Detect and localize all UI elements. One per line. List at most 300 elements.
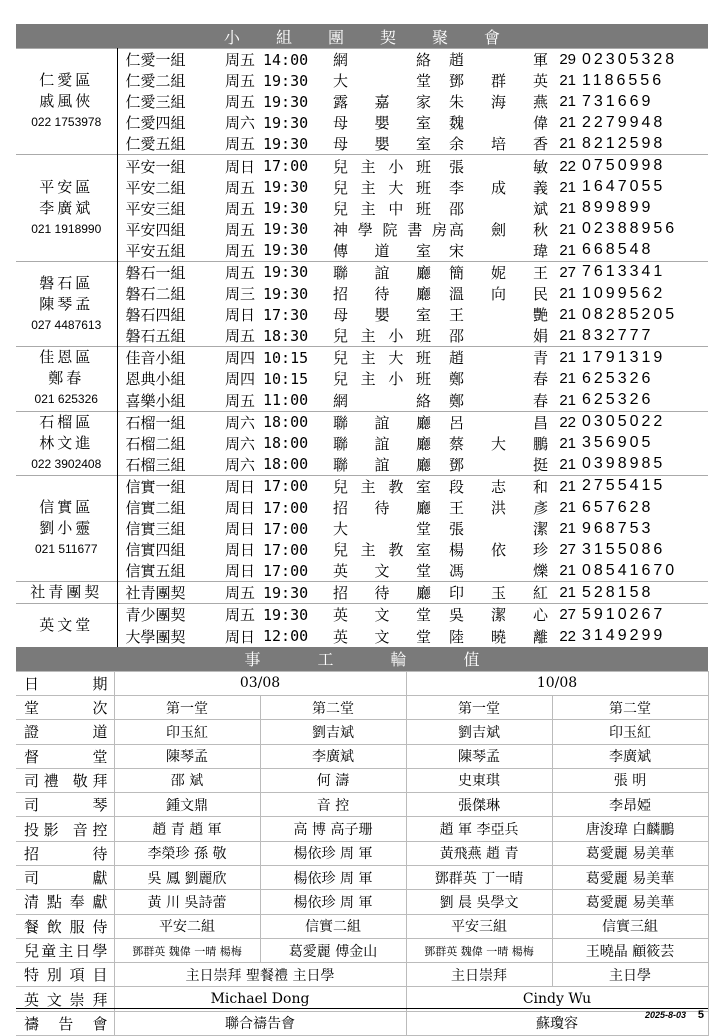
area-code-text: 27 <box>559 606 576 624</box>
group-name-text: 信實一組 <box>125 477 186 496</box>
roster-cell: 楊依珍 周 軍 <box>260 890 406 914</box>
meeting-day <box>217 411 263 433</box>
group-leader-text: 邵娟 <box>449 327 548 346</box>
meeting-time-text: 18:00 <box>263 434 309 453</box>
meeting-place <box>333 283 449 304</box>
meeting-day <box>217 582 263 604</box>
meeting-day <box>217 261 263 283</box>
meeting-place <box>333 304 449 325</box>
meeting-day-text: 周五 <box>224 391 255 410</box>
area-code <box>554 177 582 198</box>
roster-cell: 平安三組 <box>406 914 552 938</box>
meeting-place <box>333 219 449 240</box>
table-row <box>16 91 708 112</box>
group-leader <box>449 219 554 240</box>
area-code-text: 21 <box>559 349 576 367</box>
area-code <box>554 390 582 412</box>
meeting-day-text: 周五 <box>224 135 255 154</box>
contact-phone-text: 5910267 <box>582 605 666 623</box>
meeting-day-text: 周五 <box>224 93 255 112</box>
meeting-place-text: 母嬰室 <box>333 114 431 133</box>
group-leader <box>449 198 554 219</box>
roster-cell: 李廣斌 <box>260 744 406 768</box>
area-phone: 021 1918990 <box>31 221 102 236</box>
contact-phone <box>582 177 708 198</box>
meeting-time <box>263 604 333 626</box>
contact-phone <box>582 304 708 325</box>
area-name: 磐石區 <box>39 273 94 292</box>
contact-phone-text: 2279948 <box>582 113 666 131</box>
group-name-text: 恩典小組 <box>125 370 186 389</box>
contact-phone-text: 1647055 <box>582 178 666 196</box>
meeting-time <box>263 133 333 155</box>
meeting-day <box>217 497 263 518</box>
table-row <box>16 198 708 219</box>
group-leader <box>449 91 554 112</box>
area-phone: 021 511677 <box>34 542 98 557</box>
group-leader <box>449 433 554 454</box>
group-name-text: 平安四組 <box>125 220 186 239</box>
meeting-time-text: 19:30 <box>263 199 309 218</box>
group-name <box>117 70 217 91</box>
group-leader-text: 鄧群英 <box>449 72 548 91</box>
roster-header <box>16 647 708 671</box>
contact-phone-text: 1099562 <box>582 284 666 302</box>
footer <box>16 1008 708 1021</box>
roster-label: 禱告會 <box>16 1011 114 1035</box>
roster-title-char: 值 <box>463 650 480 670</box>
area-code-text: 29 <box>559 51 576 69</box>
meeting-time-text: 19:30 <box>263 263 309 282</box>
area-code <box>554 475 582 497</box>
area-cell <box>16 347 117 411</box>
table-row <box>16 454 708 476</box>
area-code-text: 27 <box>559 541 576 559</box>
meeting-time <box>263 177 333 198</box>
area-code-text: 21 <box>559 306 576 324</box>
meeting-place-text: 兒主小班 <box>333 370 431 389</box>
table-row <box>16 347 708 369</box>
meeting-day-text: 周五 <box>224 241 255 260</box>
roster-cell: 高 博 高子珊 <box>260 817 406 841</box>
meeting-day-text: 周五 <box>224 72 255 91</box>
area-name: 英文堂 <box>39 616 94 635</box>
meeting-time <box>263 497 333 518</box>
meeting-time <box>263 70 333 91</box>
meeting-time-text: 19:30 <box>263 134 309 153</box>
area-cell <box>16 604 117 647</box>
roster-row <box>16 720 708 744</box>
area-phone: 022 3902408 <box>31 456 102 471</box>
group-name-text: 仁愛二組 <box>125 72 186 91</box>
meeting-place-text: 招待廳 <box>333 584 431 603</box>
area-name: 仁愛區 <box>39 71 94 90</box>
contact-phone-text: 528158 <box>582 583 654 601</box>
area-name: 信實區 <box>39 498 94 517</box>
roster-cell: 主日崇拜 聖餐禮 主日學 <box>114 963 406 987</box>
group-leader-text: 段志和 <box>449 477 548 496</box>
area-cell <box>16 49 117 155</box>
group-name-text: 仁愛三組 <box>125 93 186 112</box>
contact-phone <box>582 133 708 155</box>
group-name <box>117 454 217 476</box>
roster-label: 投影 音控 <box>16 817 114 841</box>
meeting-day-text: 周日 <box>224 520 255 539</box>
roster-cell: 史東琪 <box>406 768 552 792</box>
roster-cell: 吳 鳳 劉麗欣 <box>114 866 260 890</box>
table-row <box>16 155 708 177</box>
area-name: 佳恩區 <box>39 348 94 367</box>
group-leader-text: 高劍秋 <box>449 220 548 239</box>
roster-row <box>16 914 708 938</box>
page-number: 5 <box>697 1009 704 1021</box>
group-name <box>117 433 217 454</box>
roster-label: 特別項目 <box>16 963 114 987</box>
contact-phone <box>582 368 708 389</box>
meeting-time <box>263 626 333 647</box>
contact-phone-text: 02305328 <box>582 50 678 68</box>
roster-cell: 楊依珍 周 軍 <box>260 866 406 890</box>
roster-cell: 葛愛麗 易美華 <box>552 841 708 865</box>
roster-cell: 邵 斌 <box>114 768 260 792</box>
roster-cell: 黃 川 吳詩蕾 <box>114 890 260 914</box>
group-leader-text: 趙青 <box>449 349 548 368</box>
area-code-text: 21 <box>559 455 576 473</box>
roster-row <box>16 793 708 817</box>
roster-row <box>16 890 708 914</box>
meeting-day <box>217 70 263 91</box>
meeting-place <box>333 475 449 497</box>
group-name-text: 平安一組 <box>125 157 186 176</box>
roster-row <box>16 938 708 962</box>
contact-phone-text: 1186556 <box>582 71 665 89</box>
meeting-time-text: 10:15 <box>263 369 309 388</box>
group-name-text: 平安五組 <box>125 241 186 260</box>
meeting-time <box>263 198 333 219</box>
meeting-day-text: 周五 <box>224 606 255 625</box>
group-leader-text: 鄧挺 <box>449 455 548 474</box>
contact-phone <box>582 518 708 539</box>
roster-label: 司獻 <box>16 866 114 890</box>
group-name <box>117 390 217 412</box>
meeting-day <box>217 219 263 240</box>
group-name <box>117 411 217 433</box>
area-code <box>554 91 582 112</box>
group-leader <box>449 411 554 433</box>
roster-cell: 平安二組 <box>114 914 260 938</box>
table-row <box>16 283 708 304</box>
meeting-time <box>263 560 333 582</box>
meeting-place <box>333 155 449 177</box>
meeting-time-text: 17:30 <box>263 305 309 324</box>
roster-title-char: 輪 <box>390 650 407 670</box>
area-leader: 陳琴孟 <box>39 294 94 313</box>
area-leader: 鄭春 <box>48 369 85 388</box>
contact-phone <box>582 539 708 560</box>
roster-cell: 陳琴孟 <box>406 744 552 768</box>
meeting-day <box>217 91 263 112</box>
meeting-time <box>263 411 333 433</box>
table-row <box>16 604 708 626</box>
meeting-day-text: 周四 <box>224 349 255 368</box>
group-leader <box>449 475 554 497</box>
area-leader: 李廣斌 <box>39 198 94 217</box>
meeting-day <box>217 368 263 389</box>
meeting-place <box>333 368 449 389</box>
group-leader <box>449 304 554 325</box>
meeting-day-text: 周六 <box>224 114 255 133</box>
meeting-place <box>333 518 449 539</box>
group-leader <box>449 261 554 283</box>
meeting-day-text: 周日 <box>224 157 255 176</box>
contact-phone-text: 2755415 <box>582 477 666 495</box>
contact-phone-text: 08285205 <box>582 305 678 323</box>
group-name <box>117 604 217 626</box>
meeting-place <box>333 604 449 626</box>
meeting-day <box>217 49 263 71</box>
group-name-text: 平安三組 <box>125 199 186 218</box>
contact-phone-text: 08541670 <box>582 561 678 579</box>
groups-table <box>16 48 708 647</box>
area-code <box>554 560 582 582</box>
roster-row <box>16 744 708 768</box>
area-cell <box>16 582 117 604</box>
meeting-time <box>263 347 333 369</box>
group-leader <box>449 604 554 626</box>
area-code <box>554 368 582 389</box>
group-name <box>117 475 217 497</box>
roster-cell: 唐浚瑋 白麟鵬 <box>552 817 708 841</box>
area-code <box>554 454 582 476</box>
roster-cell: 鄧群英 魏偉 一晴 楊梅 <box>406 938 552 962</box>
meeting-place-text: 兒主中班 <box>333 199 431 218</box>
area-code <box>554 112 582 133</box>
group-name <box>117 198 217 219</box>
group-leader-text: 張敏 <box>449 157 548 176</box>
table-row <box>16 177 708 198</box>
table-row <box>16 70 708 91</box>
group-leader-text: 溫向民 <box>449 285 548 304</box>
roster-cell: 李廣斌 <box>552 744 708 768</box>
roster-cell: 劉 晨 吳學文 <box>406 890 552 914</box>
group-leader-text: 邵斌 <box>449 199 548 218</box>
meeting-place-text: 母嬰室 <box>333 306 431 325</box>
group-name-text: 石榴二組 <box>125 434 186 453</box>
meeting-place <box>333 133 449 155</box>
contact-phone <box>582 49 708 71</box>
group-leader-text: 李成義 <box>449 178 548 197</box>
meeting-place-text: 招待廳 <box>333 499 431 518</box>
roster-cell: 蘇瓊容 <box>406 1011 708 1035</box>
meeting-place <box>333 177 449 198</box>
area-code <box>554 518 582 539</box>
area-code <box>554 261 582 283</box>
group-leader-text: 馮爍 <box>449 562 548 581</box>
contact-phone-text: 832777 <box>582 326 654 344</box>
area-code <box>554 604 582 626</box>
meeting-day <box>217 475 263 497</box>
meeting-place <box>333 390 449 412</box>
table-row <box>16 112 708 133</box>
area-code-text: 21 <box>559 285 576 303</box>
meeting-day-text: 周五 <box>224 263 255 282</box>
group-leader-text: 呂昌 <box>449 413 548 432</box>
group-leader-text: 蔡大鵬 <box>449 434 548 453</box>
roster-cell: 第一堂 <box>114 695 260 719</box>
meeting-time <box>263 304 333 325</box>
groups-title-char: 團 <box>327 27 344 47</box>
group-leader <box>449 518 554 539</box>
roster-row <box>16 963 708 987</box>
meeting-time <box>263 539 333 560</box>
meeting-day-text: 周六 <box>224 434 255 453</box>
group-leader <box>449 325 554 347</box>
meeting-place-text: 聯誼廳 <box>333 434 431 453</box>
area-cell <box>16 411 117 475</box>
area-code-text: 21 <box>559 114 576 132</box>
roster-label: 司禮 敬拜 <box>16 768 114 792</box>
roster-cell: 趙 軍 李亞兵 <box>406 817 552 841</box>
group-leader-text: 簡妮王 <box>449 263 548 282</box>
meeting-day <box>217 177 263 198</box>
contact-phone-text: 3149299 <box>582 627 666 645</box>
meeting-day <box>217 240 263 262</box>
groups-title-char: 聚 <box>431 27 448 47</box>
meeting-time-text: 19:30 <box>263 583 309 602</box>
group-name-text: 信實二組 <box>125 499 186 518</box>
meeting-time <box>263 49 333 71</box>
contact-phone <box>582 454 708 476</box>
meeting-place <box>333 91 449 112</box>
area-code-text: 21 <box>559 391 576 409</box>
roster-cell: 劉吉斌 <box>260 720 406 744</box>
contact-phone-text: 0398985 <box>582 455 666 473</box>
meeting-place-text: 大堂 <box>333 72 431 91</box>
contact-phone <box>582 347 708 369</box>
group-leader <box>449 112 554 133</box>
group-name-text: 磐石五組 <box>125 327 186 346</box>
group-leader-text: 楊依珍 <box>449 541 548 560</box>
group-leader-text: 王洪彥 <box>449 499 548 518</box>
roster-label: 司琴 <box>16 793 114 817</box>
area-code-text: 21 <box>559 477 576 495</box>
meeting-time <box>263 112 333 133</box>
area-code <box>554 304 582 325</box>
contact-phone <box>582 626 708 647</box>
roster-cell: 第一堂 <box>406 695 552 719</box>
roster-row <box>16 695 708 719</box>
roster-cell: 趙 青 趙 軍 <box>114 817 260 841</box>
table-row <box>16 497 708 518</box>
group-name <box>117 497 217 518</box>
meeting-time-text: 18:30 <box>263 326 309 345</box>
roster-cell: 音 控 <box>260 793 406 817</box>
group-leader <box>449 497 554 518</box>
groups-title-char: 契 <box>379 27 396 47</box>
roster-title-char: 工 <box>317 650 334 670</box>
group-name <box>117 91 217 112</box>
meeting-time <box>263 582 333 604</box>
meeting-day-text: 周日 <box>224 477 255 496</box>
roster-cell: 李昂婭 <box>552 793 708 817</box>
footer-date: 2025-8-03 <box>644 1010 686 1020</box>
table-row <box>16 325 708 347</box>
roster-cell: 第二堂 <box>552 695 708 719</box>
meeting-place-text: 大堂 <box>333 520 431 539</box>
roster-label: 日期 <box>16 671 114 695</box>
meeting-day-text: 周日 <box>224 499 255 518</box>
contact-phone-text: 8212598 <box>582 134 666 152</box>
area-code-text: 21 <box>559 584 576 602</box>
meeting-day-text: 周五 <box>224 199 255 218</box>
area-code <box>554 539 582 560</box>
group-name-text: 磐石二組 <box>125 285 186 304</box>
roster-cell: 主日學 <box>552 963 708 987</box>
contact-phone-text: 7613341 <box>582 263 666 281</box>
group-leader-text: 朱海燕 <box>449 93 548 112</box>
contact-phone-text: 625326 <box>582 369 654 387</box>
meeting-day-text: 周六 <box>224 413 255 432</box>
meeting-place <box>333 49 449 71</box>
roster-label: 英文崇拜 <box>16 987 114 1011</box>
meeting-day-text: 周五 <box>224 178 255 197</box>
contact-phone-text: 1791319 <box>582 348 666 366</box>
table-row <box>16 368 708 389</box>
group-name <box>117 582 217 604</box>
meeting-day <box>217 155 263 177</box>
meeting-place-text: 網絡 <box>333 391 431 410</box>
roster-label: 餐飲服侍 <box>16 914 114 938</box>
meeting-place <box>333 433 449 454</box>
contact-phone-text: 668548 <box>582 241 654 259</box>
roster-cell: Michael Dong <box>114 987 406 1011</box>
area-code-text: 21 <box>559 499 576 517</box>
roster-cell: 印玉紅 <box>114 720 260 744</box>
area-cell <box>16 155 117 261</box>
group-leader <box>449 626 554 647</box>
meeting-place <box>333 325 449 347</box>
roster-cell: 黃飛燕 趙 青 <box>406 841 552 865</box>
meeting-day-text: 周日 <box>224 541 255 560</box>
roster-label: 督堂 <box>16 744 114 768</box>
area-code-text: 21 <box>559 178 576 196</box>
group-name-text: 石榴一組 <box>125 413 186 432</box>
group-name <box>117 518 217 539</box>
contact-phone <box>582 91 708 112</box>
meeting-place <box>333 347 449 369</box>
area-code <box>554 133 582 155</box>
contact-phone <box>582 198 708 219</box>
meeting-day <box>217 390 263 412</box>
roster-cell: 葛愛麗 易美華 <box>552 890 708 914</box>
table-row <box>16 390 708 412</box>
contact-phone <box>582 155 708 177</box>
contact-phone-text: 731669 <box>582 92 654 110</box>
group-leader <box>449 283 554 304</box>
group-name-text: 社青團契 <box>125 584 186 603</box>
group-name <box>117 133 217 155</box>
group-name-text: 青少團契 <box>125 606 186 625</box>
groups-title-char: 小 <box>223 27 240 47</box>
meeting-time <box>263 390 333 412</box>
meeting-day <box>217 304 263 325</box>
group-leader <box>449 70 554 91</box>
area-code <box>554 433 582 454</box>
groups-header <box>16 24 708 48</box>
table-row <box>16 219 708 240</box>
roster-cell: 信實二組 <box>260 914 406 938</box>
area-code-text: 21 <box>559 562 576 580</box>
